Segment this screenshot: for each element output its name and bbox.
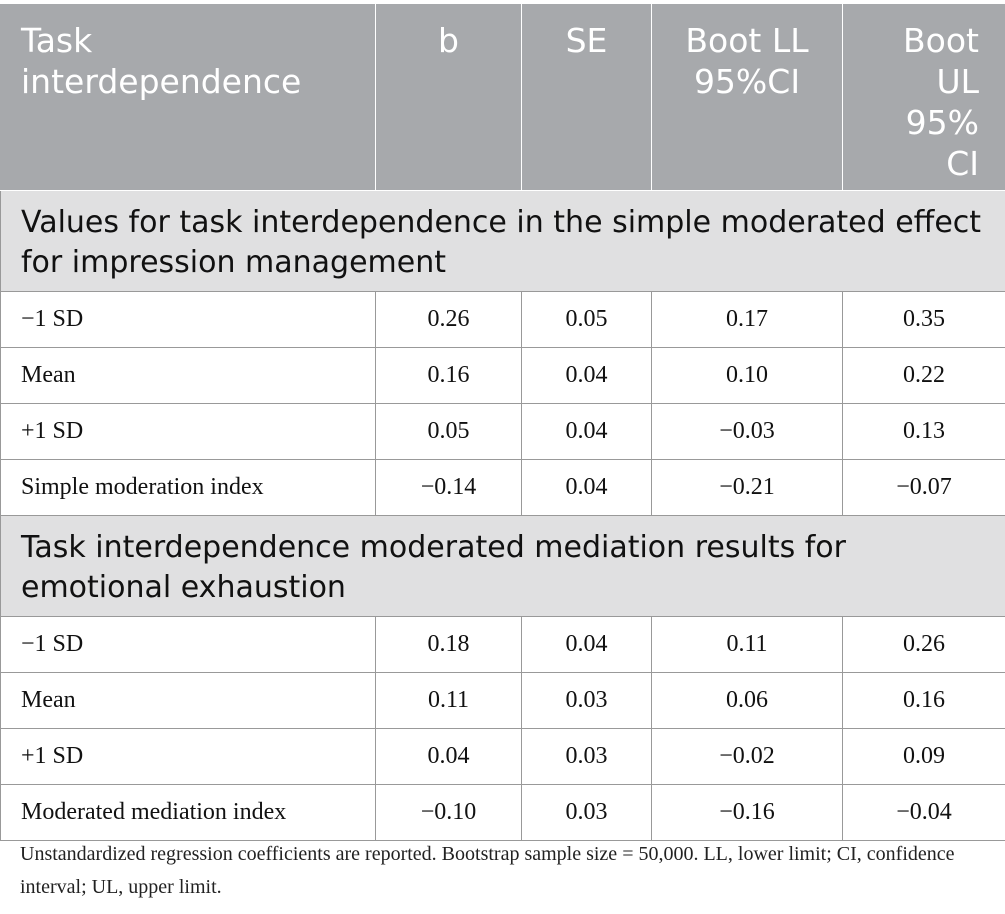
section-title: Values for task interdependence in the simple moderated effect for impression management — [1, 191, 1005, 292]
cell-b: −0.10 — [376, 785, 522, 841]
cell-b: 0.18 — [376, 617, 522, 673]
table-row — [1, 348, 1005, 404]
cell-se: 0.05 — [522, 292, 652, 348]
row-label: Mean — [1, 673, 376, 729]
header-se: SE — [522, 4, 652, 191]
table-footnote: Unstandardized regression coefficients are reported. Bootstrap sample size = 50,000. LL, lower limit; CI, confidence interval; UL, upper limit. — [20, 843, 955, 898]
cell-ul: −0.04 — [843, 785, 1005, 841]
table-row — [1, 460, 1005, 516]
cell-se: 0.03 — [522, 729, 652, 785]
row-label: −1 SD — [1, 617, 376, 673]
table-row — [1, 404, 1005, 460]
results-table — [0, 3, 1005, 841]
table-row — [1, 729, 1005, 785]
table-row — [1, 617, 1005, 673]
results-table-container — [0, 3, 1005, 841]
cell-se: 0.04 — [522, 348, 652, 404]
cell-b: 0.04 — [376, 729, 522, 785]
cell-ll: 0.17 — [652, 292, 843, 348]
table-row — [1, 292, 1005, 348]
section-title: Task interdependence moderated mediation results for emotional exhaustion — [1, 516, 1005, 617]
cell-b: 0.16 — [376, 348, 522, 404]
cell-b: 0.05 — [376, 404, 522, 460]
cell-se: 0.03 — [522, 673, 652, 729]
cell-se: 0.04 — [522, 460, 652, 516]
section-header-row — [1, 516, 1005, 617]
table-row — [1, 785, 1005, 841]
cell-ul: −0.07 — [843, 460, 1005, 516]
cell-ll: 0.06 — [652, 673, 843, 729]
cell-se: 0.04 — [522, 617, 652, 673]
header-row — [1, 4, 1005, 191]
row-label: Mean — [1, 348, 376, 404]
cell-se: 0.03 — [522, 785, 652, 841]
header-boot-ul: Boot UL 95% CI — [843, 4, 1005, 191]
header-task-interdependence: Task interdependence — [1, 4, 376, 191]
cell-ll: −0.16 — [652, 785, 843, 841]
row-label: Moderated mediation index — [1, 785, 376, 841]
row-label: +1 SD — [1, 729, 376, 785]
header-b: b — [376, 4, 522, 191]
cell-ul: 0.16 — [843, 673, 1005, 729]
section-header-row — [1, 191, 1005, 292]
cell-ll: 0.11 — [652, 617, 843, 673]
cell-ll: −0.21 — [652, 460, 843, 516]
cell-se: 0.04 — [522, 404, 652, 460]
table-row — [1, 673, 1005, 729]
cell-ll: 0.10 — [652, 348, 843, 404]
cell-ll: −0.03 — [652, 404, 843, 460]
cell-ul: 0.22 — [843, 348, 1005, 404]
row-label: Simple moderation index — [1, 460, 376, 516]
table-body — [1, 191, 1005, 841]
cell-ll: −0.02 — [652, 729, 843, 785]
table-header — [1, 4, 1005, 191]
row-label: +1 SD — [1, 404, 376, 460]
row-label: −1 SD — [1, 292, 376, 348]
cell-ul: 0.13 — [843, 404, 1005, 460]
cell-ul: 0.26 — [843, 617, 1005, 673]
cell-b: 0.11 — [376, 673, 522, 729]
cell-b: 0.26 — [376, 292, 522, 348]
cell-ul: 0.35 — [843, 292, 1005, 348]
cell-b: −0.14 — [376, 460, 522, 516]
header-boot-ll: Boot LL 95%CI — [652, 4, 843, 191]
cell-ul: 0.09 — [843, 729, 1005, 785]
